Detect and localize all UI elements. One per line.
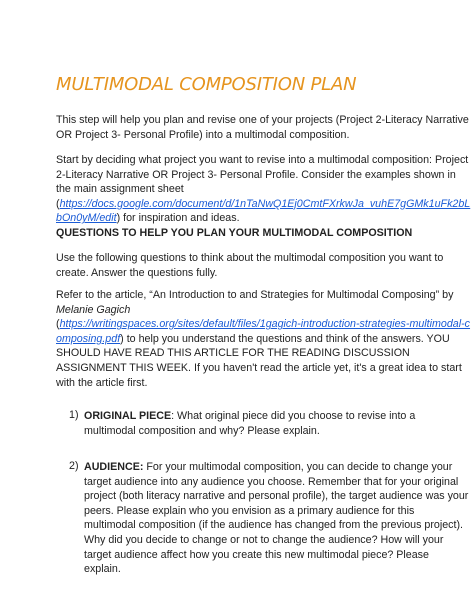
question-line: project (both literacy narrative and personal profile), the target audience was your xyxy=(84,490,469,503)
start-link-line xyxy=(56,197,471,212)
document-title: MULTIMODAL COMPOSITION PLAN xyxy=(56,74,357,95)
article-link-continued[interactable]: omposing.pdf xyxy=(56,332,121,345)
question-number: 2) xyxy=(69,460,79,472)
article-link[interactable]: https://writingspaces.org/sites/default/files/1gagich-introduction-strategies-multimodal-c xyxy=(59,318,471,331)
author-name: Melanie Gagich xyxy=(56,303,131,316)
question-line: multimodal composition (if the audience has changed from the previous project). xyxy=(84,519,464,532)
start-paragraph xyxy=(56,153,471,226)
paren-open: ( xyxy=(56,197,60,210)
intro-paragraph xyxy=(56,113,469,142)
refer-line: with the article first. xyxy=(56,376,148,389)
intro-line: This step will help you plan and revise one of your projects (Project 2-Literacy Narrative xyxy=(56,114,469,126)
after-link-text: ) for inspiration and ideas. xyxy=(116,212,240,225)
intro-line: OR Project 3- Personal Profile) into a multimodal composition. xyxy=(56,128,350,141)
question-line: target audience affect how you create this new multimodal piece? Please xyxy=(84,548,429,561)
refer-line: SHOULD HAVE READ THIS ARTICLE FOR THE READING DISCUSSION xyxy=(56,347,410,360)
start-line: Start by deciding what project you want to revise into a multimodal composition: Project xyxy=(56,154,469,166)
use-paragraph xyxy=(56,251,444,280)
paren-open: ( xyxy=(56,318,60,331)
question-line: explain. xyxy=(84,563,121,576)
assignment-sheet-link[interactable]: https://docs.google.com/document/d/1nTaNwQ1Ej0CmtFXrkwJa_vuhE7gGMk1uFk2bL xyxy=(59,197,471,210)
question-text: : What original piece did you choose to revise into a xyxy=(171,410,416,422)
refer-line: Refer to the article, “An Introduction to and Strategies for Multimodal Composing” by xyxy=(56,289,454,301)
refer-line: ASSIGNMENT THIS WEEK. If you haven't read the article yet, it's a great idea to start xyxy=(56,361,462,374)
question-original-piece xyxy=(84,409,424,438)
question-text: For your multimodal composition, you can decide to change your xyxy=(143,461,453,473)
question-label: AUDIENCE: xyxy=(84,461,144,473)
question-line: Why did you decide to change or not to change the audience? How will your xyxy=(84,533,444,546)
question-line: multimodal composition and why? Please explain. xyxy=(84,424,320,437)
refer-link-line-2 xyxy=(56,332,450,347)
refer-paragraph xyxy=(56,288,471,390)
question-audience xyxy=(84,460,469,577)
question-label: ORIGINAL PIECE xyxy=(84,410,172,422)
question-first-line xyxy=(84,409,424,424)
after-link-text: ) to help you understand the questions and think of the answers. YOU xyxy=(120,332,450,345)
use-line: create. Answer the questions fully. xyxy=(56,266,218,279)
question-number: 1) xyxy=(69,409,79,421)
question-line: peers. Please explain who you envision as a primary audience for this xyxy=(84,504,415,517)
questions-heading: QUESTIONS TO HELP YOU PLAN YOUR MULTIMODAL COMPOSITION xyxy=(56,227,413,239)
start-line: 2-Literacy Narrative OR Project 3- Personal Profile. Consider the examples shown in xyxy=(56,168,456,181)
use-line: Use the following questions to think about the multimodal composition you want to xyxy=(56,252,444,264)
refer-link-line xyxy=(56,317,471,332)
assignment-sheet-link-continued[interactable]: bOn0yM/edit xyxy=(56,212,117,225)
start-link-line-2 xyxy=(56,211,426,226)
question-line: target audience into any audience you choose. Remember that for your original xyxy=(84,475,459,488)
start-line: the main assignment sheet xyxy=(56,183,184,196)
question-first-line xyxy=(84,460,453,475)
